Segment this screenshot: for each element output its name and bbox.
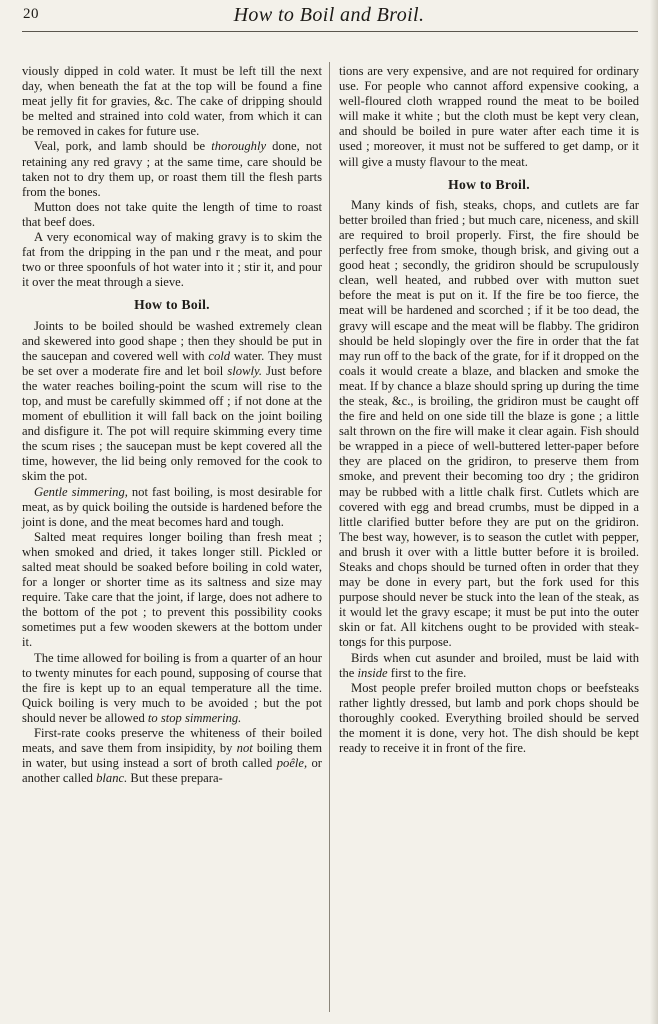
paragraph: viously dipped in cold water. It must be left till the next day, when beneath the fat at the top will be found a fine meat jelly fit for gravies, &c. The cake of dripping should be melted and strained into cold water, from which it can be removed in cakes for future use. bbox=[22, 64, 322, 139]
page-edge-shadow bbox=[650, 0, 658, 1024]
right-column bbox=[339, 64, 639, 756]
paragraph: A very economical way of making gravy is to skim the fat from the dripping in the pan und r the meat, and pour two or three spoonfuls of hot water into it ; stir it, and pour it over the meat through a sieve. bbox=[22, 230, 322, 290]
paragraph: Gentle simmering, not fast boiling, is most desirable for meat, as by quick boiling the outside is hardened before the joint is done, and the meat becomes hard and tough. bbox=[22, 484, 322, 529]
paragraph: Many kinds of fish, steaks, chops, and cutlets are far better broiled than fried ; but much care, niceness, and skill are required to broil properly. First, the fire should be perfectly free from smoke, though brisk, and giving out a good heat ; secondly, the gridiron should be scrupulously clean, well heated, and rubbed over with mutton suet before the meat is put on it. If the fire be too fierce, the meat will be hardened and scorched ; if it be too dead, the gravy will escape and the meat will be flabby. The gridiron should be held slopingly over the fire in order that the fat may run off to the back of the grate, for if it dropped on the coals it would create a blaze, and blacken and smoke the meat. If by chance a blaze should spring up during the time the steak, &c., is broiling, the gridiron must be caught off the fire and held on one side till the blaze is gone ; a little salt thrown on the fire will make it clear again. Fish should be wrapped in a piece of well-buttered letter-paper before they are placed on the gridiron, to preserve them from smoke, and prevent their becoming too dry ; the gridiron may be rubbed with a little chalk first. Cutlets which are covered with egg and bread crumbs, must be dipped in a little clarified butter before they are put on the gridiron. The best way, however, is to season the cutlet with pepper, and brush it over with a little butter before it is broiled. Steaks and chops should be turned often in order that they may be done in every part, but the fork used for this purpose should never be stuck into the lean of the steak, as it would let the gravy escape; it must be put into the outer skin or fat. All kitchens ought to be provided with steak-tongs for this purpose. bbox=[339, 197, 639, 650]
paragraph: Most people prefer broiled mutton chops or beefsteaks rather lightly dressed, but lamb and pork chops should be thoroughly cooked. Everything broiled should be served the moment it is done, very hot. The dish should be kept ready to receive it in front of the fire. bbox=[339, 680, 639, 756]
paragraph: First-rate cooks preserve the whiteness of their boiled meats, and save them from insipidity, by not boiling them in water, but using instead a sort of broth called poêle, or another called blanc. But these prepara- bbox=[22, 726, 322, 786]
paragraph: Joints to be boiled should be washed extremely clean and skewered into good shape ; then they should be put in the saucepan and covered well with cold water. They must be set over a moderate fire and let boil slowly. Just before the water reaches boiling-point the scum will rise to the top, and must be carefully skimmed off ; if not done at the moment of ebullition it will fall back on the joint boiling and disfigure it. The pot will require skimming every time the scum rises ; the saucepan must be kept covered all the time, however, the lid being only removed for the cook to skim the pot. bbox=[22, 318, 322, 484]
paragraph: Veal, pork, and lamb should be thoroughly done, not retaining any red gravy ; at the same time, care should be taken not to dry them up, or roast them till the flesh parts from the bones. bbox=[22, 139, 322, 199]
left-column bbox=[22, 64, 322, 786]
paragraph: Mutton does not take quite the length of time to roast that beef does. bbox=[22, 199, 322, 229]
paragraph: The time allowed for boiling is from a quarter of an hour to twenty minutes for each pound, supposing of course that the fire is kept up to an equal temperature all the time. Quick boiling is very much to be avoided ; but the pot should never be allowed to stop simmering. bbox=[22, 650, 322, 725]
running-title: How to Boil and Broil. bbox=[233, 4, 425, 26]
column-divider bbox=[329, 62, 330, 1012]
page-number: 20 bbox=[23, 6, 39, 22]
section-heading-boil: How to Boil. bbox=[134, 297, 210, 313]
header-rule bbox=[22, 31, 638, 32]
section-heading-broil: How to Broil. bbox=[448, 176, 530, 192]
paragraph: tions are very expensive, and are not required for ordinary use. For people who cannot afford expensive cooking, a well-floured cloth wrapped round the meat to be boiled will make it white ; but the cloth must be kept very clean, and should be boiled in pure water after each time it is used ; moreover, it must not be suffered to get damp, or it will give a musty flavour to the meat. bbox=[339, 64, 639, 169]
paragraph: Birds when cut asunder and broiled, must be laid with the inside first to the fire. bbox=[339, 650, 639, 680]
paragraph: Salted meat requires longer boiling than fresh meat ; when smoked and dried, it takes longer still. Pickled or salted meat should be soaked before boiling in cold water, for a longer or shorter time as its saltness and size may require. Take care that the joint, if large, does not adhere to the bottom of the pot ; to prevent this possibility cooks sometimes put a few wooden skewers at the bottom under it. bbox=[22, 529, 322, 650]
